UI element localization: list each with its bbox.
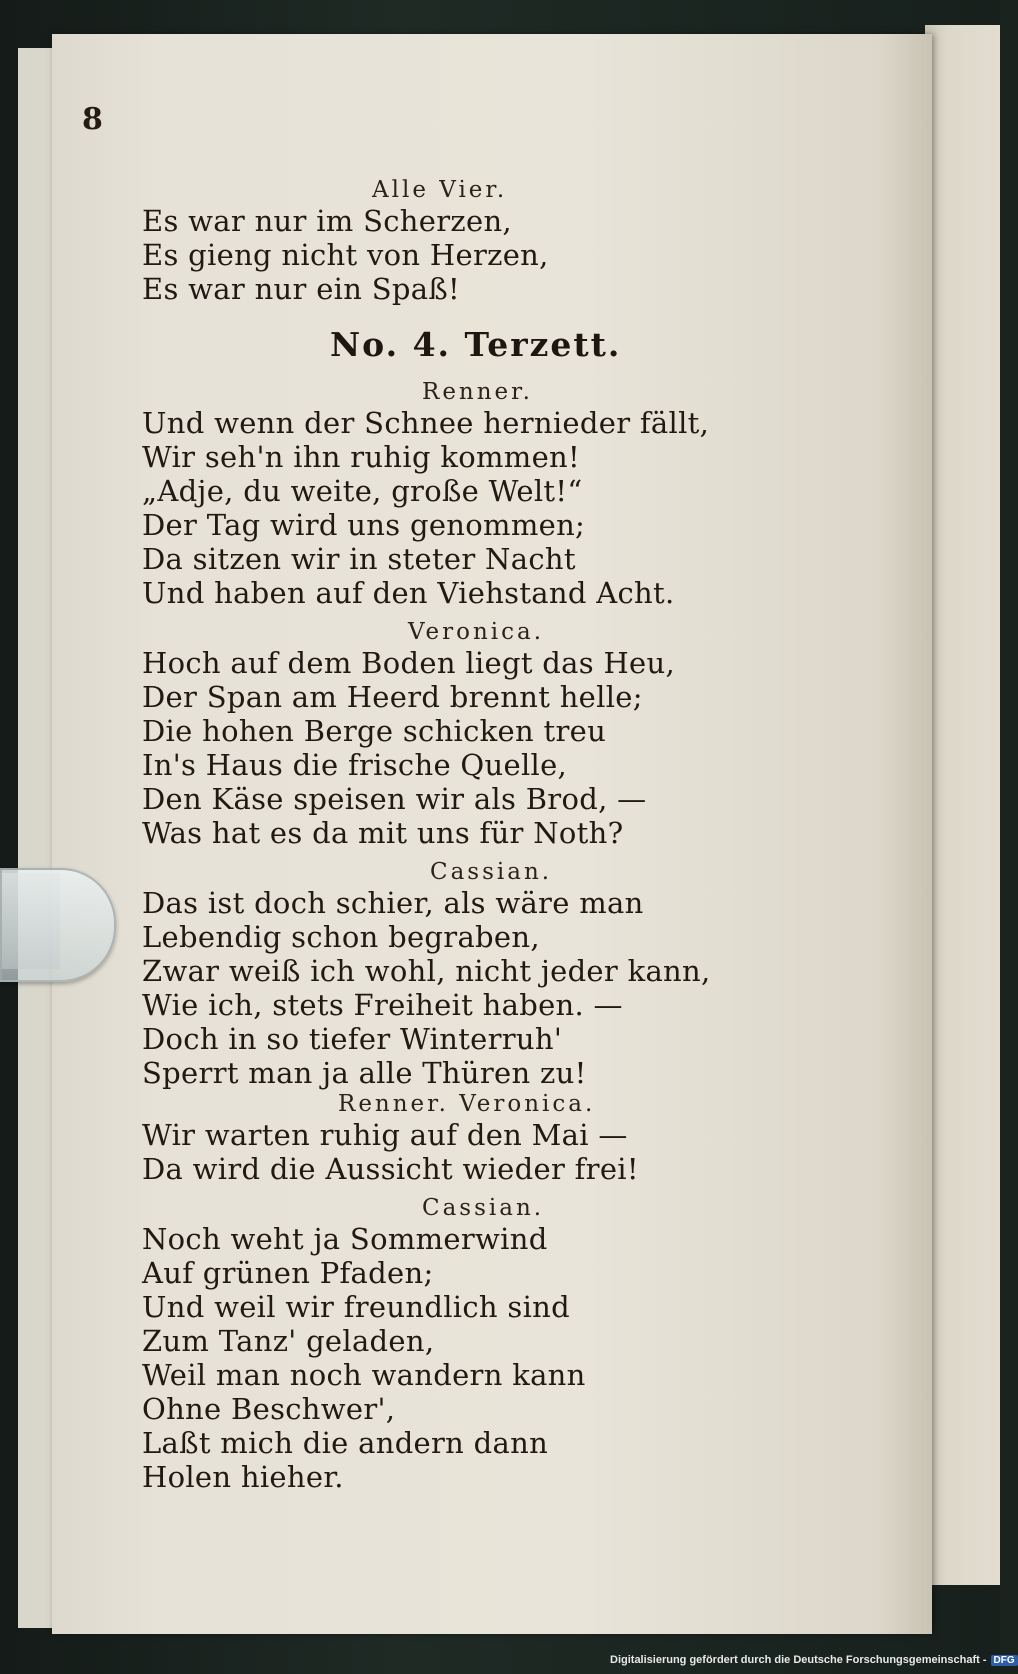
page-number: 8 (82, 102, 103, 137)
speaker-renner: Renner. (422, 379, 533, 405)
text-line: Da wird die Aussicht wieder frei! (142, 1152, 639, 1186)
text-line: Das ist doch schier, als wäre man (142, 886, 644, 920)
text-line: Auf grünen Pfaden; (142, 1256, 434, 1290)
dfg-logo-icon: DFG (991, 1655, 1018, 1666)
speaker-renner-veronica: Renner. Veronica. (338, 1091, 596, 1117)
text-line: Zwar weiß ich wohl, nicht jeder kann, (142, 954, 711, 988)
text-line: Ohne Beschwer', (142, 1392, 396, 1426)
text-line: „Adje, du weite, große Welt!“ (142, 474, 583, 508)
text-line: Wir warten ruhig auf den Mai — (142, 1118, 628, 1152)
text-line: Es war nur im Scherzen, (142, 204, 512, 238)
speaker-cassian: Cassian. (422, 1195, 545, 1221)
text-line: Zum Tanz' geladen, (142, 1324, 435, 1358)
digitization-credit (610, 1654, 1018, 1666)
text-line: Der Span am Heerd brennt helle; (142, 680, 643, 714)
speaker-cassian: Cassian. (430, 859, 553, 885)
section-heading: No. 4. Terzett. (330, 325, 622, 364)
text-line: Wie ich, stets Freiheit haben. — (142, 988, 623, 1022)
text-line: Laßt mich die andern dann (142, 1426, 549, 1460)
text-line: Es war nur ein Spaß! (142, 272, 460, 306)
text-line: Und weil wir freundlich sind (142, 1290, 570, 1324)
text-line: Es gieng nicht von Herzen, (142, 238, 549, 272)
text-line: Die hohen Berge schicken treu (142, 714, 607, 748)
text-line: Sperrt man ja alle Thüren zu! (142, 1056, 587, 1090)
text-line: Doch in so tiefer Winterruh' (142, 1022, 563, 1056)
speaker-veronica: Veronica. (408, 619, 545, 645)
text-line: Noch weht ja Sommerwind (142, 1222, 548, 1256)
text-line: Weil man noch wandern kann (142, 1358, 586, 1392)
text-line: In's Haus die frische Quelle, (142, 748, 568, 782)
text-line: Holen hieher. (142, 1460, 344, 1494)
text-line: Lebendig schon begraben, (142, 920, 540, 954)
scanner-clip (0, 868, 116, 982)
text-line: Und haben auf den Viehstand Acht. (142, 576, 675, 610)
credit-text: Digitalisierung gefördert durch die Deutsche Forschungsgemeinschaft - (610, 1654, 987, 1666)
text-line: Was hat es da mit uns für Noth? (142, 816, 624, 850)
text-line: Der Tag wird uns genommen; (142, 508, 586, 542)
text-line: Den Käse speisen wir als Brod, — (142, 782, 647, 816)
text-line: Hoch auf dem Boden liegt das Heu, (142, 646, 675, 680)
text-line: Wir seh'n ihn ruhig kommen! (142, 440, 580, 474)
speaker-alle-vier: Alle Vier. (372, 177, 508, 203)
text-line: Da sitzen wir in steter Nacht (142, 542, 576, 576)
text-line: Und wenn der Schnee hernieder fällt, (142, 406, 710, 440)
